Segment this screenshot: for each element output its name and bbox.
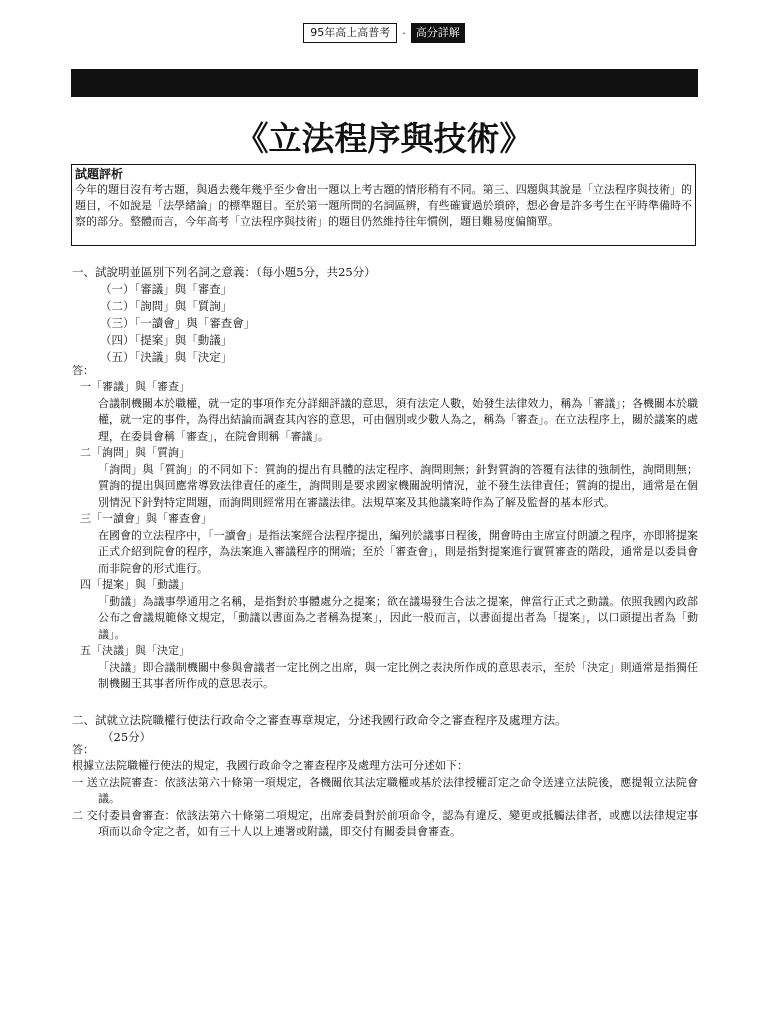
page-header (0, 22, 768, 44)
answer-1-item-heading: 二「詢問」與「質詢」 (80, 446, 190, 459)
question-1-text: 一、試說明並區別下列名詞之意義：（每小題5分，共25分） (72, 265, 376, 279)
answer-1-item-body: 「決議」即合議制機關中參與會議者一定比例之出席，與一定比例之表決所作成的意思表示，至於「決定」則通常是指獨任制機關王其事者所作成的意思表示。 (98, 660, 698, 690)
question-1-item: （四）「提案」與「動議」 (100, 333, 233, 347)
answer-1-label: 答： (72, 364, 94, 377)
answer-1-item-body: 在國會的立法程序中，「一讀會」是指法案經合法程序提出，編列於議事日程後，開會時由主席宣付朗讀之程序，亦即將提案正式介紹到院會的程序，為法案進入審議程序的開端；至於「審查會」，則是指對提案進行實質審查的階段，通常是以委員會而非院會的形式進行。 (98, 528, 698, 575)
answer-1-item-body: 合議制機關本於職權，就一定的事項作充分詳細評議的意思，須有法定人數，始發生法律效力，稱為「審議」；各機關本於職權，就一定的事件，為得出結論而調查其內容的意思，可由個別或少數人為之，稱為「審查」。在立法程序上，關於議案的處理，在委員會稱「審查」，在院會則稱「審議」。 (98, 396, 698, 443)
answer-2 (72, 742, 698, 841)
answer-2-item: 一 送立法院審查：依該法第六十條第一項規定，各機關依其法定職權或基於法律授權訂定之命令送達立法院後，應提報立法院會議。 (72, 775, 698, 805)
question-2-text: 二、試就立法院職權行使法行政命令之審查專章規定，分述我國行政命令之審查程序及處理方法。 (72, 713, 567, 727)
question-1-item: （三）「一讀會」與「審查會」 (100, 316, 256, 330)
answer-1-item-heading: 三「一讀會」與「審查會」 (80, 512, 212, 525)
answer-2-intro: 根據立法院職權行使法的規定，我國行政命令之審查程序及處理方法可分述如下： (72, 759, 468, 772)
answer-1-item-heading: 四「提案」與「動議」 (80, 578, 190, 591)
analysis-heading: 試題評析 (75, 167, 124, 181)
question-1 (72, 264, 698, 366)
document-title: 《立法程序與技術》 (235, 119, 533, 158)
analysis-text: 今年的題目沒有考古題，與過去幾年幾乎至少會出一題以上考古題的情形稍有不同。第三、四題與其說是「立法程序與技術」的題目，不如說是「法學緒論」的標準題目。至於第一題所問的名詞區辨，有些確實過於瑣碎，想必會是許多考生在平時準備時不察的部分。整體而言，今年高考「立法程序與技術」的題目仍然維持往年慣例，題目難易度偏簡單。 (75, 183, 692, 228)
question-1-item: （五）「決議」與「決定」 (100, 350, 233, 364)
question-2-points: （25分） (102, 730, 152, 744)
question-2 (72, 712, 698, 746)
answer-2-label: 答： (72, 743, 94, 756)
answer-1-item-heading: 一「審議」與「審查」 (80, 380, 190, 393)
question-1-item: （二）「詢問」與「質詢」 (100, 299, 233, 313)
title-banner (71, 69, 698, 97)
answer-1 (72, 363, 698, 693)
answer-1-item-heading: 五「決議」與「決定」 (80, 644, 190, 657)
analysis-box (71, 164, 696, 246)
answer-1-item-body: 「詢問」與「質詢」的不同如下：質詢的提出有具體的法定程序、詢問則無；針對質詢的答覆有法律的強制性，詢問則無；質詢的提出與回應常導致法律責任的產生，詢問則是要求國家機關說明情況，並不發生法律責任；質詢的提出，通常是在個別情況下針對特定問題，而詢問則經常用在審議法律。法規草案及其他議案時作為了解及監督的基本形式。 (98, 462, 698, 509)
question-1-items (100, 281, 698, 366)
question-1-item: （一）「審議」與「審查」 (100, 282, 233, 296)
answer-1-item-body: 「動議」為議事學通用之名稱，是指對於事體處分之提案；欲在議場發生合法之提案，俾當行正式之動議。依照我國內政部公布之會議規範條文規定，「動議以書面為之者稱為提案」，因此一般而言，以書面提出者為「提案」，以口頭提出者為「動議」。 (98, 594, 698, 641)
exam-label: 95年高上高普考 (303, 23, 397, 43)
header-separator: ‧ (402, 26, 406, 40)
detail-label: 高分詳解 (411, 23, 465, 43)
answer-2-item: 二 交付委員會審查：依該法第六十條第二項規定，出席委員對於前項命令，認為有違反、變更或抵觸法律者，或應以法律規定事項而以命令定之者，如有三十人以上連署或附議，即交付有關委員會審查。 (72, 808, 698, 838)
